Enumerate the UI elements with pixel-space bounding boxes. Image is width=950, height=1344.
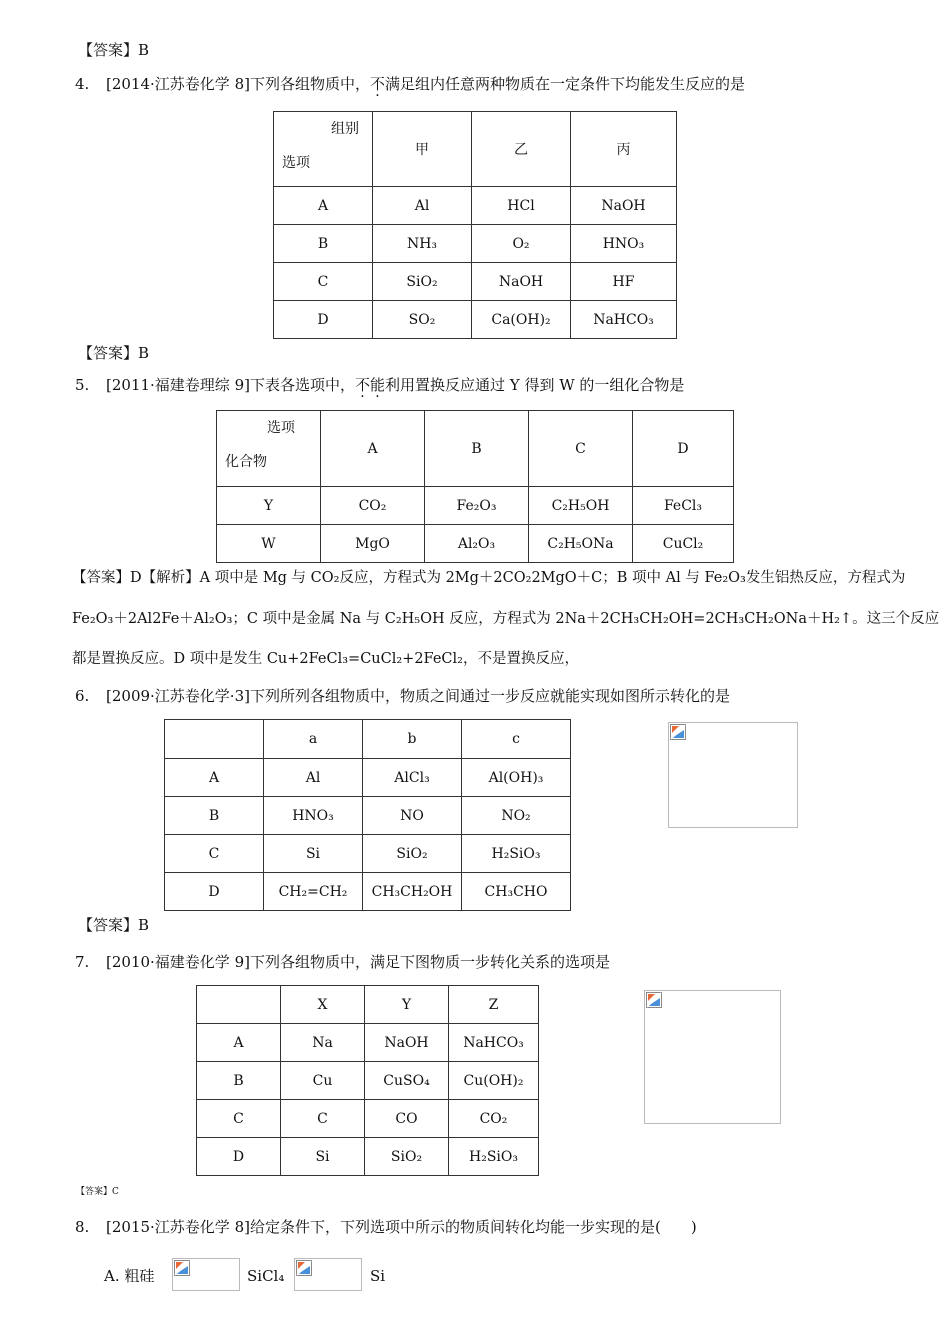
table-cell: Al₂O₃ — [425, 525, 529, 563]
diagonal-header-cell — [217, 411, 321, 487]
column-header: B — [425, 411, 529, 487]
option-cell: A — [197, 1024, 281, 1062]
table-cell: C — [281, 1100, 365, 1138]
header-top-label: 选项 — [267, 420, 295, 436]
header-bottom-label: 化合物 — [225, 454, 267, 470]
option-cell: B — [165, 797, 264, 835]
diagonal-header-cell — [274, 112, 373, 187]
corner-cell — [165, 720, 264, 759]
answer-label: 【答案】B — [78, 41, 150, 59]
table-cell: CO₂ — [449, 1100, 539, 1138]
broken-image-icon — [174, 1260, 190, 1276]
column-header: Z — [449, 986, 539, 1024]
option-cell: C — [165, 835, 264, 873]
option-cell: C — [197, 1100, 281, 1138]
header-bottom-label: 选项 — [282, 155, 310, 171]
option-cell: D — [274, 301, 373, 339]
table-row — [197, 1100, 539, 1138]
table-cell: CH₃CH₂OH — [363, 873, 462, 911]
q7-table — [196, 985, 539, 1176]
column-header: a — [264, 720, 363, 759]
table-cell: Al(OH)₃ — [462, 759, 571, 797]
diagram-placeholder — [644, 990, 781, 1124]
table-row — [274, 263, 677, 301]
q6-table — [164, 719, 571, 911]
table-cell: NO — [363, 797, 462, 835]
table-row — [274, 301, 677, 339]
table-cell: O₂ — [472, 225, 571, 263]
table-row — [165, 797, 571, 835]
column-header: D — [633, 411, 734, 487]
table-cell: SiO₂ — [363, 835, 462, 873]
emphasis-char: 能 — [369, 376, 385, 394]
q4-table — [273, 111, 677, 339]
table-cell: C₂H₅ONa — [529, 525, 633, 563]
analysis-line-3: 都是置换反应。D 项中是发生 Cu+2FeCl₃=CuCl₂+2FeCl₂，不是置换反应， — [72, 651, 579, 667]
table-cell: NH₃ — [373, 225, 472, 263]
question-number: 4. — [75, 75, 90, 93]
column-header: c — [462, 720, 571, 759]
table-cell: Cu — [281, 1062, 365, 1100]
table-cell: SO₂ — [373, 301, 472, 339]
column-header: Y — [365, 986, 449, 1024]
q5-table — [216, 410, 734, 563]
table-row — [165, 835, 571, 873]
emphasis-char: 不 — [354, 376, 370, 394]
column-header: C — [529, 411, 633, 487]
option-a-label: A. 粗硅 — [104, 1267, 155, 1285]
table-cell: Si — [264, 835, 363, 873]
diagram-placeholder — [668, 722, 798, 828]
table-row — [274, 187, 677, 225]
option-a-intermediate: SiCl₄ — [247, 1267, 285, 1285]
option-cell: D — [197, 1138, 281, 1176]
question-7 — [75, 952, 610, 972]
table-cell: NO₂ — [462, 797, 571, 835]
column-header: X — [281, 986, 365, 1024]
table-row — [217, 487, 734, 525]
table-row — [197, 1062, 539, 1100]
option-cell: D — [165, 873, 264, 911]
question-text-post: 利用置换反应通过 Y 得到 W 的一组化合物是 — [385, 376, 685, 394]
table-cell: Ca(OH)₂ — [472, 301, 571, 339]
analysis-line-2: Fe₂O₃＋2Al2Fe＋Al₂O₃；C 项中是金属 Na 与 C₂H₅OH 反应，方程式为 2Na＋2CH₃CH₂OH=2CH₃CH₂ONa＋H₂↑。这三个反应 — [72, 611, 940, 627]
table-row — [274, 225, 677, 263]
option-cell: C — [274, 263, 373, 301]
question-number: 5. — [75, 376, 90, 394]
table-cell: H₂SiO₃ — [449, 1138, 539, 1176]
broken-image-icon — [646, 992, 662, 1008]
table-cell: Na — [281, 1024, 365, 1062]
column-header: 甲 — [373, 112, 472, 187]
table-row — [165, 873, 571, 911]
table-cell: CH₃CHO — [462, 873, 571, 911]
option-cell: Y — [217, 487, 321, 525]
table-cell: FeCl₃ — [633, 487, 734, 525]
header-top-label: 组别 — [331, 121, 359, 137]
table-cell: MgO — [321, 525, 425, 563]
option-a-product: Si — [370, 1267, 386, 1285]
question-8 — [75, 1217, 697, 1237]
question-text: [2009·江苏卷化学·3]下列所列各组物质中，物质之间通过一步反应就能实现如图所示转化的是 — [106, 687, 730, 705]
table-cell: HNO₃ — [571, 225, 677, 263]
table-cell: C₂H₅OH — [529, 487, 633, 525]
table-cell: NaHCO₃ — [571, 301, 677, 339]
table-cell: NaOH — [571, 187, 677, 225]
table-cell: NaHCO₃ — [449, 1024, 539, 1062]
reaction-condition-image — [172, 1258, 240, 1291]
option-cell: A — [274, 187, 373, 225]
option-cell: W — [217, 525, 321, 563]
column-header: A — [321, 411, 425, 487]
column-header: b — [363, 720, 462, 759]
table-cell: HCl — [472, 187, 571, 225]
table-row — [165, 759, 571, 797]
question-text-pre: [2011·福建卷理综 9]下表各选项中， — [106, 376, 355, 394]
table-cell: H₂SiO₃ — [462, 835, 571, 873]
table-row — [197, 1138, 539, 1176]
broken-image-icon — [670, 724, 686, 740]
column-header: 丙 — [571, 112, 677, 187]
table-row — [197, 1024, 539, 1062]
reaction-condition-image — [294, 1258, 362, 1291]
question-5 — [75, 375, 684, 395]
question-number: 6. — [75, 687, 90, 705]
question-4 — [75, 74, 745, 94]
table-cell: Si — [281, 1138, 365, 1176]
column-header: 乙 — [472, 112, 571, 187]
table-cell: CO₂ — [321, 487, 425, 525]
question-text-post: 满足组内任意两种物质在一定条件下均能发生反应的是 — [384, 75, 745, 93]
answer-label: 【答案】B — [78, 344, 150, 362]
table-cell: NaOH — [472, 263, 571, 301]
table-cell: Fe₂O₃ — [425, 487, 529, 525]
table-cell: Cu(OH)₂ — [449, 1062, 539, 1100]
table-cell: CO — [365, 1100, 449, 1138]
option-cell: A — [165, 759, 264, 797]
table-cell: CH₂=CH₂ — [264, 873, 363, 911]
table-cell: NaOH — [365, 1024, 449, 1062]
table-cell: CuCl₂ — [633, 525, 734, 563]
broken-image-icon — [296, 1260, 312, 1276]
table-cell: HF — [571, 263, 677, 301]
question-text: [2015·江苏卷化学 8]给定条件下，下列选项中所示的物质间转化均能一步实现的是( ) — [106, 1218, 697, 1236]
option-cell: B — [197, 1062, 281, 1100]
emphasis-char: 不 — [369, 75, 385, 93]
question-6 — [75, 686, 730, 706]
table-cell: Al — [373, 187, 472, 225]
question-text-pre: [2014·江苏卷化学 8]下列各组物质中， — [106, 75, 370, 93]
answer-label-small: 【答案】C — [76, 1187, 119, 1197]
table-cell: SiO₂ — [373, 263, 472, 301]
question-text: [2010·福建卷化学 9]下列各组物质中，满足下图物质一步转化关系的选项是 — [106, 953, 610, 971]
analysis-line-1: 【答案】D【解析】A 项中是 Mg 与 CO₂反应，方程式为 2Mg＋2CO₂2MgO＋C；B 项中 Al 与 Fe₂O₃发生铝热反应，方程式为 — [72, 570, 906, 586]
table-cell: AlCl₃ — [363, 759, 462, 797]
table-cell: HNO₃ — [264, 797, 363, 835]
question-number: 7. — [75, 953, 90, 971]
table-cell: CuSO₄ — [365, 1062, 449, 1100]
option-cell: B — [274, 225, 373, 263]
answer-label: 【答案】B — [78, 916, 150, 934]
table-row — [217, 525, 734, 563]
question-number: 8. — [75, 1218, 90, 1236]
table-cell: Al — [264, 759, 363, 797]
table-cell: SiO₂ — [365, 1138, 449, 1176]
corner-cell — [197, 986, 281, 1024]
